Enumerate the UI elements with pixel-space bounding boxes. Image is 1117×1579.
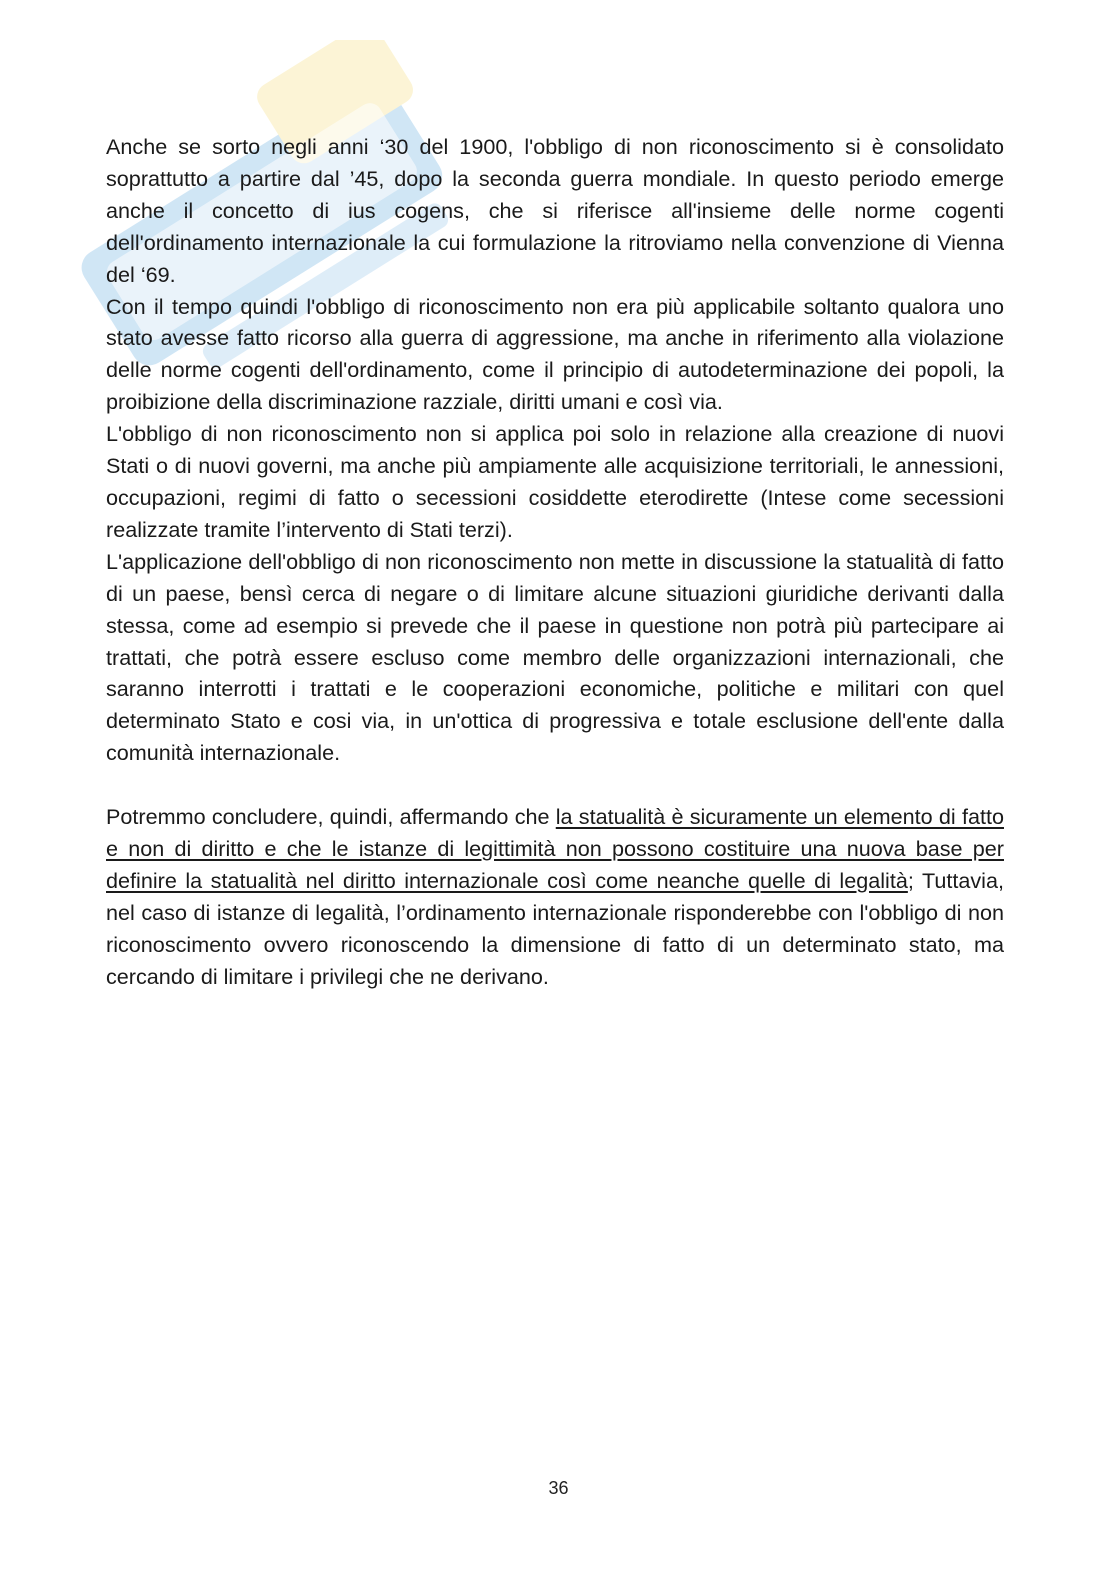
page-number: 36: [548, 1478, 569, 1498]
paragraph-conclusione: [106, 801, 1004, 992]
paragraph-effetti-obbligo: L'applicazione dell'obbligo di non riconoscimento non mette in discussione la statualità di fatto di un paese, bensì cerca di negare o di limitare alcune situazioni giuridiche derivanti dalla stessa, come ad esempio si prevede che il paese in questione non potrà più partecipare ai trattati, che potrà essere escluso come membro delle organizzazioni internazionali, che saranno interrotti i trattati e le cooperazioni economiche, politiche e militari con quel determinato Stato e cosi via, in un'ottica di progressiva e totale esclusione dell'ente dalla comunità internazionale.: [106, 548, 1004, 766]
paragraph-ius-cogens: Anche se sorto negli anni ‘30 del 1900, l'obbligo di non riconoscimento si è consolidato soprattutto a partire dal ’45, dopo la seconda guerra mondiale. In questo periodo emerge anche il concetto di ius cogens, che si riferisce all'insieme delle norme cogenti dell'ordinamento internazionale la cui formulazione la ritroviamo nella convenzione di Vienna del ‘69.: [106, 134, 1004, 287]
conclusion-underlined-text: la statualità è sicuramente un elemento di fatto e non di diritto e che le istanze di legittimità non possono costituire una nuova base per definire la statualità nel diritto internazionale così come neanche quelle di legalità: [106, 804, 1004, 893]
paragraph-spacer: [106, 769, 1004, 801]
document-body: [106, 131, 1004, 993]
conclusion-intro: Potremmo concludere, quindi, affermando che: [106, 804, 556, 830]
paragraph-norme-cogenti: Con il tempo quindi l'obbligo di riconoscimento non era più applicabile soltanto qualora uno stato avesse fatto ricorso alla guerra di aggressione, ma anche in riferimento alla violazione delle norme cogenti dell'ordinamento, come il principio di autodeterminazione dei popoli, la proibizione della discriminazione razziale, diritti umani e così via.: [106, 293, 1004, 415]
paragraph-ambito-applicazione: L'obbligo di non riconoscimento non si applica poi solo in relazione alla creazione di nuovi Stati o di nuovi governi, ma anche più ampiamente alle acquisizione territoriali, le annessioni, occupazioni, regimi di fatto o secessioni cosiddette eterodirette (Intese come secessioni realizzate tramite l’intervento di Stati terzi).: [106, 421, 1004, 542]
conclusion-rest: ; Tuttavia, nel caso di istanze di legalità, l’ordinamento internazionale risponderebbe con l'obbligo di non riconoscimento ovvero riconoscendo la dimensione di fatto di un determinato stato, ma cercando di limitare i privilegi che ne derivano.: [106, 867, 1004, 989]
